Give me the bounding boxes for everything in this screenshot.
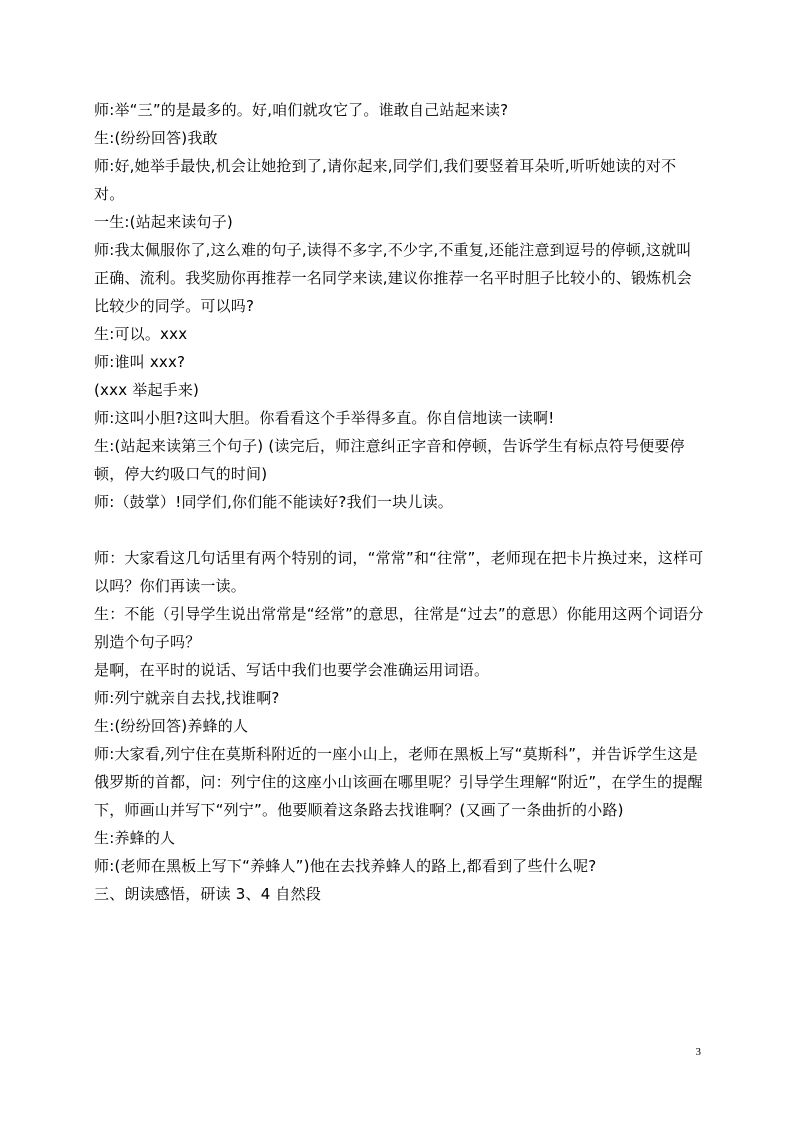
- page-number: 3: [695, 1046, 701, 1058]
- paragraph: 一生:(站起来读句子): [94, 213, 233, 231]
- paragraph: (xxx 举起手来): [94, 381, 200, 399]
- paragraph: 生:可以。xxx: [94, 325, 188, 343]
- paragraph: 师:举“三”的是最多的。好,咱们就攻它了。谁敢自己站起来读?: [94, 101, 509, 119]
- paragraph: 师:好,她举手最快,机会让她抢到了,请你起来,同学们,我们要竖着耳朵听,听听她读的对不对。: [94, 157, 677, 203]
- paragraph: 生:(纷纷回答)我敢: [94, 129, 218, 147]
- paragraph: 生:(纷纷回答)养蜂的人: [94, 717, 249, 735]
- paragraph: 师:列宁就亲自去找,找谁啊?: [94, 689, 280, 707]
- paragraph: 师:(老师在黑板上写下“养蜂人”)他在去找养蜂人的路上,都看到了些什么呢?: [94, 857, 597, 875]
- paragraph: 师:大家看,列宁住在莫斯科附近的一座小山上，老师在黑板上写“莫斯科”，并告诉学生这是俄罗斯的首都，问：列宁住的这座小山该画在哪里呢？引导学生理解“附近”，在学生的提醒下，师画山并写下“列宁”。他要顺着这条路去找谁啊？(又画了一条曲折的小路): [94, 745, 703, 819]
- paragraph: 师:我太佩服你了,这么难的句子,读得不多字,不少字,不重复,还能注意到逗号的停顿,这就叫正确、流利。我奖励你再推荐一名同学来读,建议你推荐一名平时胆子比较小的、锻炼机会比较少的同学。可以吗?: [94, 241, 692, 315]
- section-heading: 三、朗读感悟，研读 3、4 自然段: [94, 885, 322, 903]
- blank-line: [94, 516, 706, 544]
- paragraph: 师：大家看这几句话里有两个特别的词，“常常”和“往常”，老师现在把卡片换过来，这样可以吗？你们再读一读。: [94, 549, 704, 595]
- paragraph: 师:（鼓掌）!同学们,你们能不能读好?我们一块儿读。: [94, 493, 453, 511]
- page-body: [94, 96, 706, 908]
- paragraph: 生:养蜂的人: [94, 829, 176, 847]
- paragraph: 生：不能（引导学生说出常常是“经常”的意思，往常是“过去”的意思）你能用这两个词语分别造个句子吗？: [94, 605, 704, 651]
- paragraph: 生:(站起来读第三个句子) (读完后，师注意纠正字音和停顿，告诉学生有标点符号便要停顿，停大约吸口气的时间): [94, 437, 685, 483]
- paragraph: 师:谁叫 xxx?: [94, 353, 186, 371]
- paragraph: 师:这叫小胆?这叫大胆。你看看这个手举得多直。你自信地读一读啊!: [94, 409, 555, 427]
- paragraph: 是啊，在平时的说话、写话中我们也要学会准确运用词语。: [94, 661, 490, 679]
